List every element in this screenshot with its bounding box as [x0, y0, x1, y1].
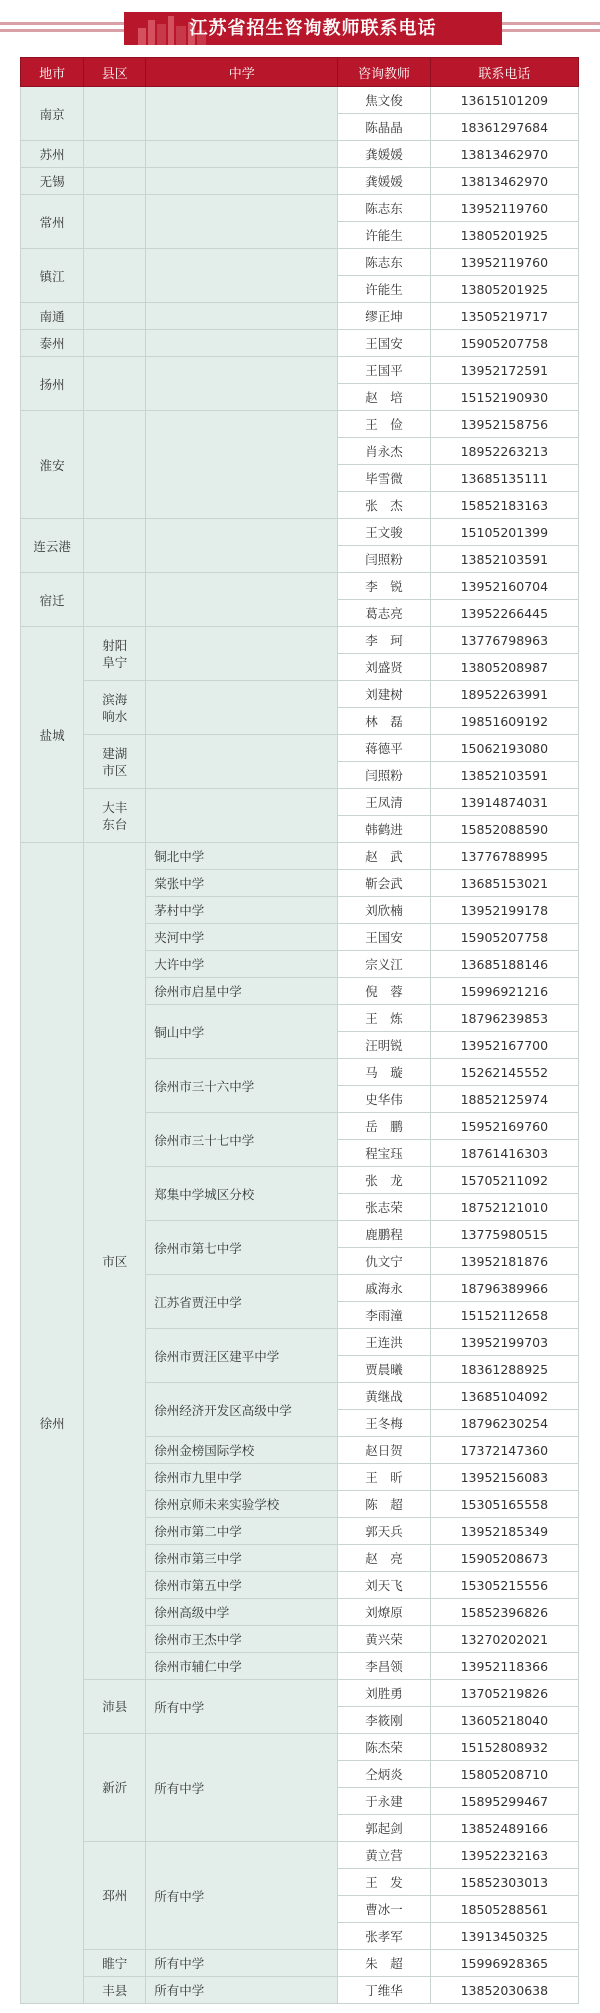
- teacher-cell: 葛志亮: [338, 600, 430, 627]
- teacher-cell: 王连洪: [338, 1329, 430, 1356]
- city-cell: 盐城: [21, 627, 84, 843]
- school-cell: [146, 303, 338, 330]
- phone-cell: 13685188146: [430, 951, 578, 978]
- teacher-cell: 仝炳炎: [338, 1761, 430, 1788]
- teacher-cell: 刘建树: [338, 681, 430, 708]
- teacher-cell: 林 磊: [338, 708, 430, 735]
- school-cell: [146, 735, 338, 789]
- school-cell: [146, 627, 338, 681]
- teacher-cell: 许能生: [338, 222, 430, 249]
- table-body: [21, 87, 579, 2004]
- phone-cell: 18361288925: [430, 1356, 578, 1383]
- table-row: [21, 249, 579, 276]
- teacher-cell: 张 龙: [338, 1167, 430, 1194]
- school-cell: [146, 681, 338, 735]
- teacher-cell: 靳会武: [338, 870, 430, 897]
- teacher-cell: 闫照粉: [338, 762, 430, 789]
- phone-cell: 18505288561: [430, 1896, 578, 1923]
- teacher-cell: 龚媛媛: [338, 168, 430, 195]
- teacher-cell: 倪 蓉: [338, 978, 430, 1005]
- table-row: [21, 519, 579, 546]
- teacher-cell: 陈晶晶: [338, 114, 430, 141]
- table-row: [21, 357, 579, 384]
- school-cell: 铜北中学: [146, 843, 338, 870]
- teacher-cell: 朱 超: [338, 1950, 430, 1977]
- phone-cell: 15152112658: [430, 1302, 578, 1329]
- phone-cell: 18761416303: [430, 1140, 578, 1167]
- county-cell: [84, 330, 146, 357]
- school-cell: 徐州经济开发区高级中学: [146, 1383, 338, 1437]
- school-cell: 江苏省贾汪中学: [146, 1275, 338, 1329]
- table-row: [21, 681, 579, 708]
- table-row: [21, 843, 579, 870]
- teacher-cell: 闫照粉: [338, 546, 430, 573]
- teacher-cell: 陈杰荣: [338, 1734, 430, 1761]
- school-cell: [146, 519, 338, 573]
- city-cell: 淮安: [21, 411, 84, 519]
- teacher-cell: 李 锐: [338, 573, 430, 600]
- phone-cell: 13952172591: [430, 357, 578, 384]
- teacher-cell: 丁维华: [338, 1977, 430, 2004]
- table-row: [21, 330, 579, 357]
- teacher-cell: 毕雪微: [338, 465, 430, 492]
- city-cell: 泰州: [21, 330, 84, 357]
- teacher-cell: 汪明锐: [338, 1032, 430, 1059]
- teacher-cell: 李筱刚: [338, 1707, 430, 1734]
- teacher-cell: 王 发: [338, 1869, 430, 1896]
- school-cell: [146, 411, 338, 519]
- phone-cell: 13605218040: [430, 1707, 578, 1734]
- school-cell: [146, 357, 338, 411]
- table-row: [21, 195, 579, 222]
- phone-cell: 15852183163: [430, 492, 578, 519]
- phone-cell: 15105201399: [430, 519, 578, 546]
- school-cell: 铜山中学: [146, 1005, 338, 1059]
- table-header-row: [21, 58, 579, 87]
- teacher-cell: 王凤清: [338, 789, 430, 816]
- table-row: [21, 87, 579, 114]
- phone-cell: 18796389966: [430, 1275, 578, 1302]
- teacher-cell: 赵 亮: [338, 1545, 430, 1572]
- teacher-cell: 王 昕: [338, 1464, 430, 1491]
- county-cell: [84, 249, 146, 303]
- county-cell: [84, 303, 146, 330]
- teacher-cell: 刘燎原: [338, 1599, 430, 1626]
- school-cell: 茅村中学: [146, 897, 338, 924]
- header-school: 中学: [146, 58, 338, 87]
- school-cell: 徐州市九里中学: [146, 1464, 338, 1491]
- teacher-cell: 张孝军: [338, 1923, 430, 1950]
- school-cell: 徐州市辅仁中学: [146, 1653, 338, 1680]
- phone-cell: 13685153021: [430, 870, 578, 897]
- school-cell: [146, 168, 338, 195]
- city-cell: 常州: [21, 195, 84, 249]
- county-cell: [84, 87, 146, 141]
- phone-cell: 18952263213: [430, 438, 578, 465]
- school-cell: [146, 195, 338, 249]
- teacher-cell: 刘欣楠: [338, 897, 430, 924]
- school-cell: 徐州市第五中学: [146, 1572, 338, 1599]
- teacher-cell: 王国平: [338, 357, 430, 384]
- school-cell: 徐州市启星中学: [146, 978, 338, 1005]
- phone-cell: 15905208673: [430, 1545, 578, 1572]
- school-cell: [146, 573, 338, 627]
- city-cell: 南通: [21, 303, 84, 330]
- teacher-cell: 刘天飞: [338, 1572, 430, 1599]
- phone-cell: 13813462970: [430, 141, 578, 168]
- county-cell: 沛县: [84, 1680, 146, 1734]
- phone-cell: 13952185349: [430, 1518, 578, 1545]
- teacher-cell: 张 杰: [338, 492, 430, 519]
- phone-cell: 13805201925: [430, 276, 578, 303]
- teacher-cell: 马 璇: [338, 1059, 430, 1086]
- teacher-cell: 程宝珏: [338, 1140, 430, 1167]
- teacher-cell: 李 珂: [338, 627, 430, 654]
- county-cell: 射阳 阜宁: [84, 627, 146, 681]
- phone-cell: 13776798963: [430, 627, 578, 654]
- city-cell: 徐州: [21, 843, 84, 2004]
- teacher-cell: 陈志东: [338, 195, 430, 222]
- phone-cell: 13952160704: [430, 573, 578, 600]
- table-row: [21, 168, 579, 195]
- phone-cell: 18952263991: [430, 681, 578, 708]
- phone-cell: 15996921216: [430, 978, 578, 1005]
- table-row: [21, 573, 579, 600]
- phone-cell: 13805201925: [430, 222, 578, 249]
- school-cell: 棠张中学: [146, 870, 338, 897]
- phone-cell: 15852303013: [430, 1869, 578, 1896]
- teacher-cell: 肖永杰: [338, 438, 430, 465]
- table-row: [21, 303, 579, 330]
- table-row: [21, 1734, 579, 1761]
- county-cell: 睢宁: [84, 1950, 146, 1977]
- phone-cell: 15905207758: [430, 924, 578, 951]
- phone-cell: 13852103591: [430, 762, 578, 789]
- phone-cell: 13952232163: [430, 1842, 578, 1869]
- teacher-cell: 史华伟: [338, 1086, 430, 1113]
- teacher-cell: 曹冰一: [338, 1896, 430, 1923]
- table-row: [21, 141, 579, 168]
- teacher-cell: 郭天兵: [338, 1518, 430, 1545]
- phone-cell: 13775980515: [430, 1221, 578, 1248]
- teacher-cell: 焦文俊: [338, 87, 430, 114]
- teacher-cell: 鹿鹏程: [338, 1221, 430, 1248]
- teacher-cell: 宗义江: [338, 951, 430, 978]
- school-cell: 徐州市王杰中学: [146, 1626, 338, 1653]
- phone-cell: 13852489166: [430, 1815, 578, 1842]
- teacher-cell: 陈志东: [338, 249, 430, 276]
- phone-cell: 18796230254: [430, 1410, 578, 1437]
- teacher-cell: 蒋德平: [338, 735, 430, 762]
- city-cell: 南京: [21, 87, 84, 141]
- school-cell: 所有中学: [146, 1977, 338, 2004]
- phone-cell: 15262145552: [430, 1059, 578, 1086]
- school-cell: 徐州市第三中学: [146, 1545, 338, 1572]
- school-cell: 徐州高级中学: [146, 1599, 338, 1626]
- teacher-cell: 郭起剑: [338, 1815, 430, 1842]
- phone-cell: 13805208987: [430, 654, 578, 681]
- phone-cell: 15305215556: [430, 1572, 578, 1599]
- phone-cell: 13270202021: [430, 1626, 578, 1653]
- school-cell: 所有中学: [146, 1950, 338, 1977]
- teacher-cell: 赵 武: [338, 843, 430, 870]
- phone-cell: 15805208710: [430, 1761, 578, 1788]
- teacher-cell: 仇文宁: [338, 1248, 430, 1275]
- phone-cell: 13505219717: [430, 303, 578, 330]
- county-cell: [84, 573, 146, 627]
- phone-cell: 13952118366: [430, 1653, 578, 1680]
- header-banner: [0, 0, 600, 52]
- phone-cell: 18752121010: [430, 1194, 578, 1221]
- school-cell: [146, 789, 338, 843]
- school-cell: 徐州金榜国际学校: [146, 1437, 338, 1464]
- header-county: 县区: [84, 58, 146, 87]
- phone-cell: 15305165558: [430, 1491, 578, 1518]
- phone-cell: 15895299467: [430, 1788, 578, 1815]
- school-cell: 所有中学: [146, 1680, 338, 1734]
- city-cell: 宿迁: [21, 573, 84, 627]
- school-cell: 徐州市第七中学: [146, 1221, 338, 1275]
- phone-cell: 13914874031: [430, 789, 578, 816]
- phone-cell: 13615101209: [430, 87, 578, 114]
- county-cell: [84, 195, 146, 249]
- teacher-cell: 戚海永: [338, 1275, 430, 1302]
- table-row: [21, 735, 579, 762]
- phone-cell: 13685135111: [430, 465, 578, 492]
- school-cell: 所有中学: [146, 1842, 338, 1950]
- phone-cell: 13913450325: [430, 1923, 578, 1950]
- phone-cell: 13952167700: [430, 1032, 578, 1059]
- phone-cell: 13952199703: [430, 1329, 578, 1356]
- teacher-cell: 黄兴荣: [338, 1626, 430, 1653]
- phone-cell: 13705219826: [430, 1680, 578, 1707]
- county-cell: 滨海 响水: [84, 681, 146, 735]
- teacher-cell: 李雨潼: [338, 1302, 430, 1329]
- phone-cell: 13852030638: [430, 1977, 578, 2004]
- phone-cell: 13952158756: [430, 411, 578, 438]
- header-teacher: 咨询教师: [338, 58, 430, 87]
- city-cell: 扬州: [21, 357, 84, 411]
- county-cell: 丰县: [84, 1977, 146, 2004]
- county-cell: 市区: [84, 843, 146, 1680]
- school-cell: 徐州京师未来实验学校: [146, 1491, 338, 1518]
- teacher-cell: 刘胜勇: [338, 1680, 430, 1707]
- table-row: [21, 1842, 579, 1869]
- phone-cell: 15152190930: [430, 384, 578, 411]
- phone-cell: 17372147360: [430, 1437, 578, 1464]
- county-cell: [84, 411, 146, 519]
- city-cell: 连云港: [21, 519, 84, 573]
- city-cell: 苏州: [21, 141, 84, 168]
- teacher-cell: 岳 鹏: [338, 1113, 430, 1140]
- teacher-cell: 黄立营: [338, 1842, 430, 1869]
- title-box: [124, 12, 502, 45]
- county-cell: [84, 357, 146, 411]
- phone-cell: 18852125974: [430, 1086, 578, 1113]
- phone-cell: 13952199178: [430, 897, 578, 924]
- county-cell: 邳州: [84, 1842, 146, 1950]
- phone-cell: 15905207758: [430, 330, 578, 357]
- teacher-cell: 王 俭: [338, 411, 430, 438]
- teacher-cell: 王 炼: [338, 1005, 430, 1032]
- school-cell: [146, 141, 338, 168]
- teacher-cell: 王文骏: [338, 519, 430, 546]
- teacher-cell: 陈 超: [338, 1491, 430, 1518]
- county-cell: [84, 168, 146, 195]
- phone-cell: 13952119760: [430, 249, 578, 276]
- teacher-cell: 王国安: [338, 330, 430, 357]
- table-row: [21, 1977, 579, 2004]
- page-title: 江苏省招生咨询教师联系电话: [189, 18, 437, 39]
- teacher-cell: 许能生: [338, 276, 430, 303]
- teacher-cell: 贾晨曦: [338, 1356, 430, 1383]
- teacher-cell: 张志荣: [338, 1194, 430, 1221]
- school-cell: 郑集中学城区分校: [146, 1167, 338, 1221]
- school-cell: 大许中学: [146, 951, 338, 978]
- table-row: [21, 789, 579, 816]
- school-cell: 徐州市三十七中学: [146, 1113, 338, 1167]
- school-cell: 徐州市贾汪区建平中学: [146, 1329, 338, 1383]
- county-cell: [84, 141, 146, 168]
- phone-cell: 13813462970: [430, 168, 578, 195]
- table-row: [21, 1950, 579, 1977]
- phone-cell: 15852088590: [430, 816, 578, 843]
- school-cell: [146, 330, 338, 357]
- phone-cell: 15996928365: [430, 1950, 578, 1977]
- teacher-cell: 王国安: [338, 924, 430, 951]
- phone-cell: 15062193080: [430, 735, 578, 762]
- county-cell: 建湖 市区: [84, 735, 146, 789]
- phone-cell: 13952266445: [430, 600, 578, 627]
- county-cell: 大丰 东台: [84, 789, 146, 843]
- phone-cell: 13952119760: [430, 195, 578, 222]
- teacher-cell: 龚媛媛: [338, 141, 430, 168]
- school-cell: [146, 87, 338, 141]
- teacher-cell: 赵日贺: [338, 1437, 430, 1464]
- school-cell: 徐州市第二中学: [146, 1518, 338, 1545]
- teacher-cell: 赵 培: [338, 384, 430, 411]
- table-row: [21, 1680, 579, 1707]
- phone-cell: 15852396826: [430, 1599, 578, 1626]
- phone-cell: 13776788995: [430, 843, 578, 870]
- city-cell: 无锡: [21, 168, 84, 195]
- teacher-cell: 刘盛贤: [338, 654, 430, 681]
- phone-cell: 15152808932: [430, 1734, 578, 1761]
- phone-cell: 18796239853: [430, 1005, 578, 1032]
- county-cell: 新沂: [84, 1734, 146, 1842]
- table-row: [21, 411, 579, 438]
- school-cell: 所有中学: [146, 1734, 338, 1842]
- teacher-cell: 缪正坤: [338, 303, 430, 330]
- table-row: [21, 627, 579, 654]
- city-cell: 镇江: [21, 249, 84, 303]
- contact-table: [20, 57, 579, 2004]
- teacher-cell: 李昌领: [338, 1653, 430, 1680]
- teacher-cell: 王冬梅: [338, 1410, 430, 1437]
- phone-cell: 15952169760: [430, 1113, 578, 1140]
- phone-cell: 13952181876: [430, 1248, 578, 1275]
- school-cell: 徐州市三十六中学: [146, 1059, 338, 1113]
- teacher-cell: 于永建: [338, 1788, 430, 1815]
- teacher-cell: 韩鹤进: [338, 816, 430, 843]
- phone-cell: 13852103591: [430, 546, 578, 573]
- header-phone: 联系电话: [430, 58, 578, 87]
- header-city: 地市: [21, 58, 84, 87]
- phone-cell: 18361297684: [430, 114, 578, 141]
- phone-cell: 13685104092: [430, 1383, 578, 1410]
- phone-cell: 19851609192: [430, 708, 578, 735]
- county-cell: [84, 519, 146, 573]
- school-cell: [146, 249, 338, 303]
- phone-cell: 13952156083: [430, 1464, 578, 1491]
- phone-cell: 15705211092: [430, 1167, 578, 1194]
- school-cell: 夹河中学: [146, 924, 338, 951]
- teacher-cell: 黄继战: [338, 1383, 430, 1410]
